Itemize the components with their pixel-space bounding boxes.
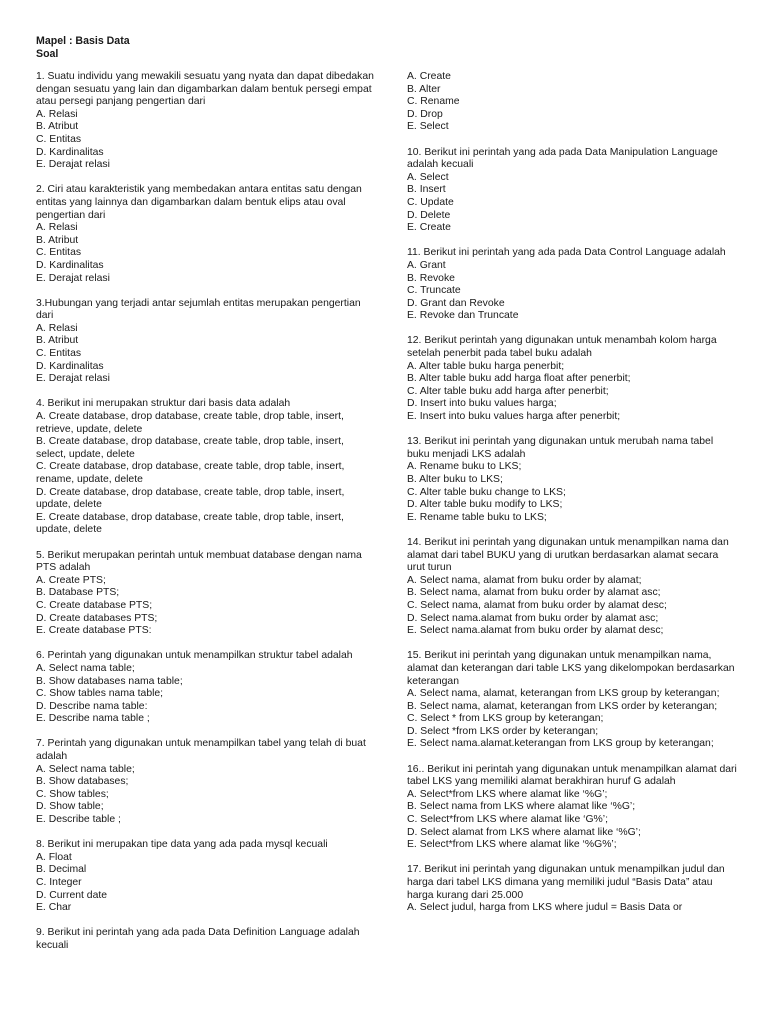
question-block — [407, 537, 737, 638]
answer-option: E. Create — [407, 222, 451, 234]
question-block — [36, 184, 376, 285]
question-text: 2. Ciri atau karakteristik yang membedakan antara entitas satu dengan entitas yang lainnya dan digambarkan dalam bentuk elips atau oval pengertian dari — [36, 184, 362, 221]
answer-option: E. Create database, drop database, create table, drop table, insert, update, delete — [36, 511, 344, 536]
question-text: 6. Perintah yang digunakan untuk menampilkan struktur tabel adalah — [36, 650, 353, 662]
answer-option: C. Select * from LKS group by keterangan; — [407, 713, 604, 725]
answer-option: B. Database PTS; — [36, 587, 120, 599]
question-block — [36, 650, 376, 726]
answer-option: A. Rename buku to LKS; — [407, 461, 522, 473]
question-text: 9. Berikut ini perintah yang ada pada Data Definition Language adalah kecuali — [36, 927, 360, 951]
answer-option: E. Revoke dan Truncate — [407, 310, 519, 322]
question-block — [407, 436, 737, 524]
answer-option: A. Select judul, harga from LKS where judul = Basis Data or — [407, 902, 683, 914]
answer-option: A. Relasi — [36, 108, 78, 120]
question-block — [407, 764, 737, 852]
question-block — [36, 298, 376, 386]
answer-option: B. Insert — [407, 184, 446, 196]
answer-option: D. Alter table buku modify to LKS; — [407, 499, 563, 511]
answer-option: D. Create databases PTS; — [36, 612, 158, 624]
answer-option: E. Select nama.alamat from buku order by alamat desc; — [407, 625, 664, 637]
answer-option: E. Rename table buku to LKS; — [407, 511, 547, 523]
subject-title: Mapel : Basis Data — [36, 35, 130, 47]
answer-option: C. Alter table buku change to LKS; — [407, 486, 566, 498]
answer-option: D. Describe nama table: — [36, 700, 148, 712]
answer-option: E. Derajat relasi — [36, 159, 110, 171]
question-text: 3.Hubungan yang terjadi antar sejumlah entitas merupakan pengertian dari — [36, 297, 361, 322]
answer-option: C. Alter table buku add harga after penerbit; — [407, 385, 609, 397]
answer-option: C. Truncate — [407, 285, 461, 297]
question-text: 4. Berikut ini merupakan struktur dari basis data adalah — [36, 398, 291, 410]
answer-option: C. Create database, drop database, create table, drop table, insert, rename, update, delete — [36, 461, 345, 485]
answer-option: D. Kardinalitas — [36, 259, 104, 271]
question-text: 7. Perintah yang digunakan untuk menampilkan tabel yang telah di buat adalah — [36, 738, 366, 763]
answer-option: E. Describe table ; — [36, 814, 121, 826]
question-block — [36, 839, 376, 915]
answer-option: E. Derajat relasi — [36, 373, 110, 385]
question-text: 11. Berikut ini perintah yang ada pada Data Control Language adalah — [407, 247, 726, 259]
answer-option: D. Select alamat from LKS where alamat like ‘%G’; — [407, 826, 641, 838]
question-block — [36, 550, 376, 638]
answer-option: A. Select — [407, 171, 449, 183]
question-text: 13. Berikut ini perintah yang digunakan untuk merubah nama tabel buku menjadi LKS adalah — [407, 436, 714, 460]
document-header — [36, 35, 130, 60]
question-text: 16.. Berikut ini perintah yang digunakan untuk menampilkan alamat dari tabel LKS yang memiliki alamat berakhiran huruf G adalah — [407, 763, 737, 788]
answer-option: A. Select nama, alamat from buku order by alamat; — [407, 574, 642, 586]
answer-option: D. Delete — [407, 209, 451, 221]
question-block — [407, 247, 737, 323]
answer-option: B. Alter table buku add harga float after penerbit; — [407, 373, 631, 385]
answer-option: E. Create database PTS: — [36, 625, 152, 637]
question-text: 10. Berikut ini perintah yang ada pada Data Manipulation Language adalah kecuali — [407, 146, 718, 171]
answer-option: C. Show tables; — [36, 788, 109, 800]
answer-option: D. Select *from LKS order by keterangan; — [407, 725, 599, 737]
question-text: 12. Berikut perintah yang digunakan untuk menambah kolom harga setelah penerbit pada tabel buku adalah — [407, 335, 717, 360]
question-block — [407, 864, 737, 914]
answer-option: C. Update — [407, 196, 454, 208]
answer-option: A. Relasi — [36, 222, 78, 234]
question-block — [36, 738, 376, 826]
answer-option: E. Select nama.alamat.keterangan from LKS group by keterangan; — [407, 738, 714, 750]
answer-option: D. Current date — [36, 889, 108, 901]
answer-option: A. Alter table buku harga penerbit; — [407, 360, 565, 372]
answer-option: A. Create PTS; — [36, 574, 106, 586]
answer-option: C. Create database PTS; — [36, 599, 153, 611]
answer-option: C. Select nama, alamat from buku order by alamat desc; — [407, 599, 667, 611]
answer-option: A. Create database, drop database, create table, drop table, insert, retrieve, update, delete — [36, 411, 344, 435]
question-text: 5. Berikut merupakan perintah untuk membuat database dengan nama PTS adalah — [36, 549, 362, 574]
left-column — [36, 71, 376, 965]
question-text: 14. Berikut ini perintah yang digunakan untuk menampilkan nama dan alamat dari tabel BUKU yang di urutkan berdasarkan alamat secara urut turun — [407, 536, 729, 574]
answer-option: C. Entitas — [36, 247, 82, 259]
answer-option: D. Insert into buku values harga; — [407, 398, 557, 410]
answer-option: C. Rename — [407, 96, 460, 108]
answer-option: D. Grant dan Revoke — [407, 297, 505, 309]
answer-option: A. Create — [407, 71, 451, 82]
answer-option: E. Select — [407, 121, 449, 133]
answer-option: A. Select nama table; — [36, 662, 135, 674]
answer-option: A. Select*from LKS where alamat like ‘%G’; — [407, 788, 608, 800]
answer-option: B. Atribut — [36, 121, 79, 133]
question-block — [36, 398, 376, 537]
question-block — [36, 927, 376, 952]
right-column — [407, 71, 737, 927]
answer-option: A. Grant — [407, 259, 446, 271]
answer-option: E. Select*from LKS where alamat like ‘%G%’; — [407, 839, 617, 851]
answer-option: D. Select nama.alamat from buku order by alamat asc; — [407, 612, 659, 624]
answer-option: A. Float — [36, 851, 72, 863]
answer-option: B. Select nama from LKS where alamat like ‘%G’; — [407, 801, 636, 813]
answer-option: B. Alter buku to LKS; — [407, 474, 503, 485]
answer-option: C. Select*from LKS where alamat like ‘G%’; — [407, 814, 608, 826]
answer-option: E. Derajat relasi — [36, 272, 110, 284]
answer-option: E. Describe nama table ; — [36, 713, 150, 725]
answer-option: A. Select nama, alamat, keterangan from LKS group by keterangan; — [407, 688, 720, 700]
answer-option: B. Show databases nama table; — [36, 675, 183, 687]
answer-option: C. Entitas — [36, 348, 82, 360]
question-block — [36, 71, 376, 172]
answer-option: B. Show databases; — [36, 776, 129, 788]
question-block — [407, 71, 737, 134]
answer-option: B. Decimal — [36, 864, 87, 876]
answer-option: A. Select nama table; — [36, 763, 135, 775]
question-text: 17. Berikut ini perintah yang digunakan untuk menampilkan judul dan harga dari tabel LKS dimana yang memiliki judul “Basis Data” atau harga kurang dari 25.000 — [407, 864, 725, 901]
answer-option: B. Atribut — [36, 335, 79, 347]
answer-option: C. Show tables nama table; — [36, 688, 164, 700]
answer-option: B. Atribut — [36, 234, 79, 246]
answer-option: D. Kardinalitas — [36, 146, 104, 158]
answer-option: D. Kardinalitas — [36, 360, 104, 372]
question-block — [407, 147, 737, 235]
answer-option: E. Char — [36, 902, 72, 914]
question-text: 1. Suatu individu yang mewakili sesuatu yang nyata dan dapat dibedakan dengan sesuatu yang lain dan digambarkan dalam bentuk persegi empat atau persegi panjang pengertian dari — [36, 71, 374, 108]
answer-option: D. Show table; — [36, 801, 104, 813]
answer-option: A. Relasi — [36, 322, 78, 334]
question-block — [407, 650, 737, 751]
answer-option: B. Alter — [407, 83, 441, 95]
answer-option: B. Select nama, alamat, keterangan from LKS order by keterangan; — [407, 700, 718, 712]
answer-option: B. Create database, drop database, create table, drop table, insert, select, update, delete — [36, 436, 344, 460]
answer-option: E. Insert into buku values harga after penerbit; — [407, 411, 621, 423]
answer-option: B. Revoke — [407, 272, 455, 284]
question-text: 15. Berikut ini perintah yang digunakan untuk menampilkan nama, alamat dan keterangan dari table LKS yang dikelompokan berdasarkan keterangan — [407, 650, 735, 687]
question-block — [407, 335, 737, 423]
answer-option: C. Integer — [36, 877, 82, 888]
section-title: Soal — [36, 47, 59, 60]
answer-option: D. Drop — [407, 108, 443, 120]
question-text: 8. Berikut ini merupakan tipe data yang ada pada mysql kecuali — [36, 839, 328, 851]
answer-option: B. Select nama, alamat from buku order by alamat asc; — [407, 587, 661, 599]
answer-option: C. Entitas — [36, 133, 82, 145]
answer-option: D. Create database, drop database, create table, drop table, insert, update, delete — [36, 486, 345, 511]
